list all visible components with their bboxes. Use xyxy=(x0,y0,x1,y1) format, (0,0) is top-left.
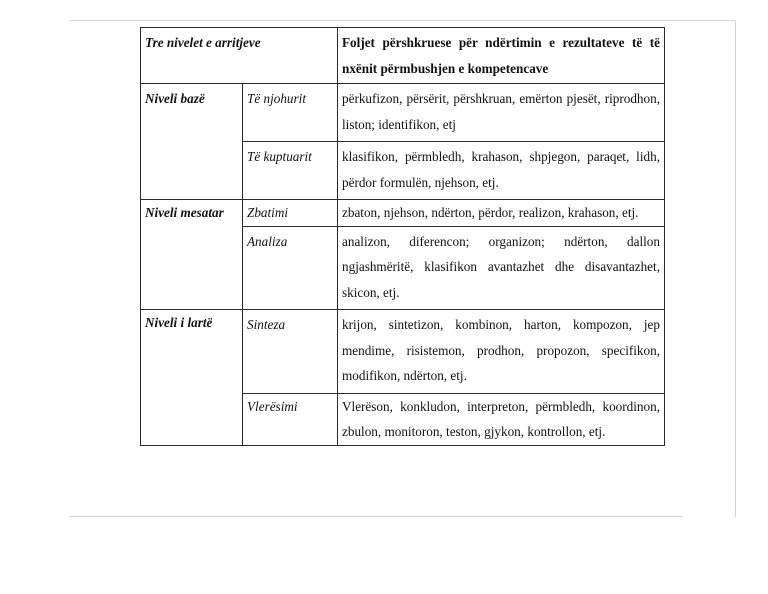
verbs-cell: klasifikon, përmbledh, krahason, shpjegon, paraqet, lidh, përdor formulën, njehson, etj. xyxy=(338,142,665,200)
verbs-cell: krijon, sintetizon, kombinon, harton, kompozon, jep mendime, risistemon, prodhon, propozon, specifikon, modifikon, ndërton, etj. xyxy=(338,310,665,394)
page-edge-bottom xyxy=(70,516,682,517)
table-row xyxy=(141,310,665,394)
sublevel-label: Sinteza xyxy=(243,310,338,394)
table-header-row xyxy=(141,28,665,84)
sublevel-label: Të njohurit xyxy=(243,84,338,142)
verbs-cell: analizon, diferencon; organizon; ndërton, dallon ngjashmëritë, klasifikon avantazhet dhe disavantazhet, skicon, etj. xyxy=(338,226,665,310)
sublevel-label: Të kuptuarit xyxy=(243,142,338,200)
verbs-cell: përkufizon, përsërit, përshkruan, emërton pjesët, riprodhon, liston; identifikon, etj xyxy=(338,84,665,142)
verbs-cell: zbaton, njehson, ndërton, përdor, realizon, krahason, etj. xyxy=(338,200,665,227)
page-edge-top xyxy=(70,20,735,21)
level-label: Niveli i lartë xyxy=(141,310,243,446)
header-levels-title: Tre nivelet e arritjeve xyxy=(141,28,338,84)
achievement-levels-table xyxy=(140,27,665,446)
header-verbs-title: Foljet përshkruese për ndërtimin e rezultateve të të nxënit përmbushjen e kompetencave xyxy=(338,28,665,84)
sublevel-label: Vlerësimi xyxy=(243,393,338,445)
level-label: Niveli mesatar xyxy=(141,200,243,310)
page-edge-right xyxy=(735,20,736,517)
table-row xyxy=(141,84,665,142)
level-label: Niveli bazë xyxy=(141,84,243,200)
table-row xyxy=(141,200,665,227)
verbs-cell: Vlerëson, konkludon, interpreton, përmbledh, koordinon, zbulon, monitoron, teston, gjykon, kontrollon, etj. xyxy=(338,393,665,445)
sublevel-label: Zbatimi xyxy=(243,200,338,227)
sublevel-label: Analiza xyxy=(243,226,338,310)
